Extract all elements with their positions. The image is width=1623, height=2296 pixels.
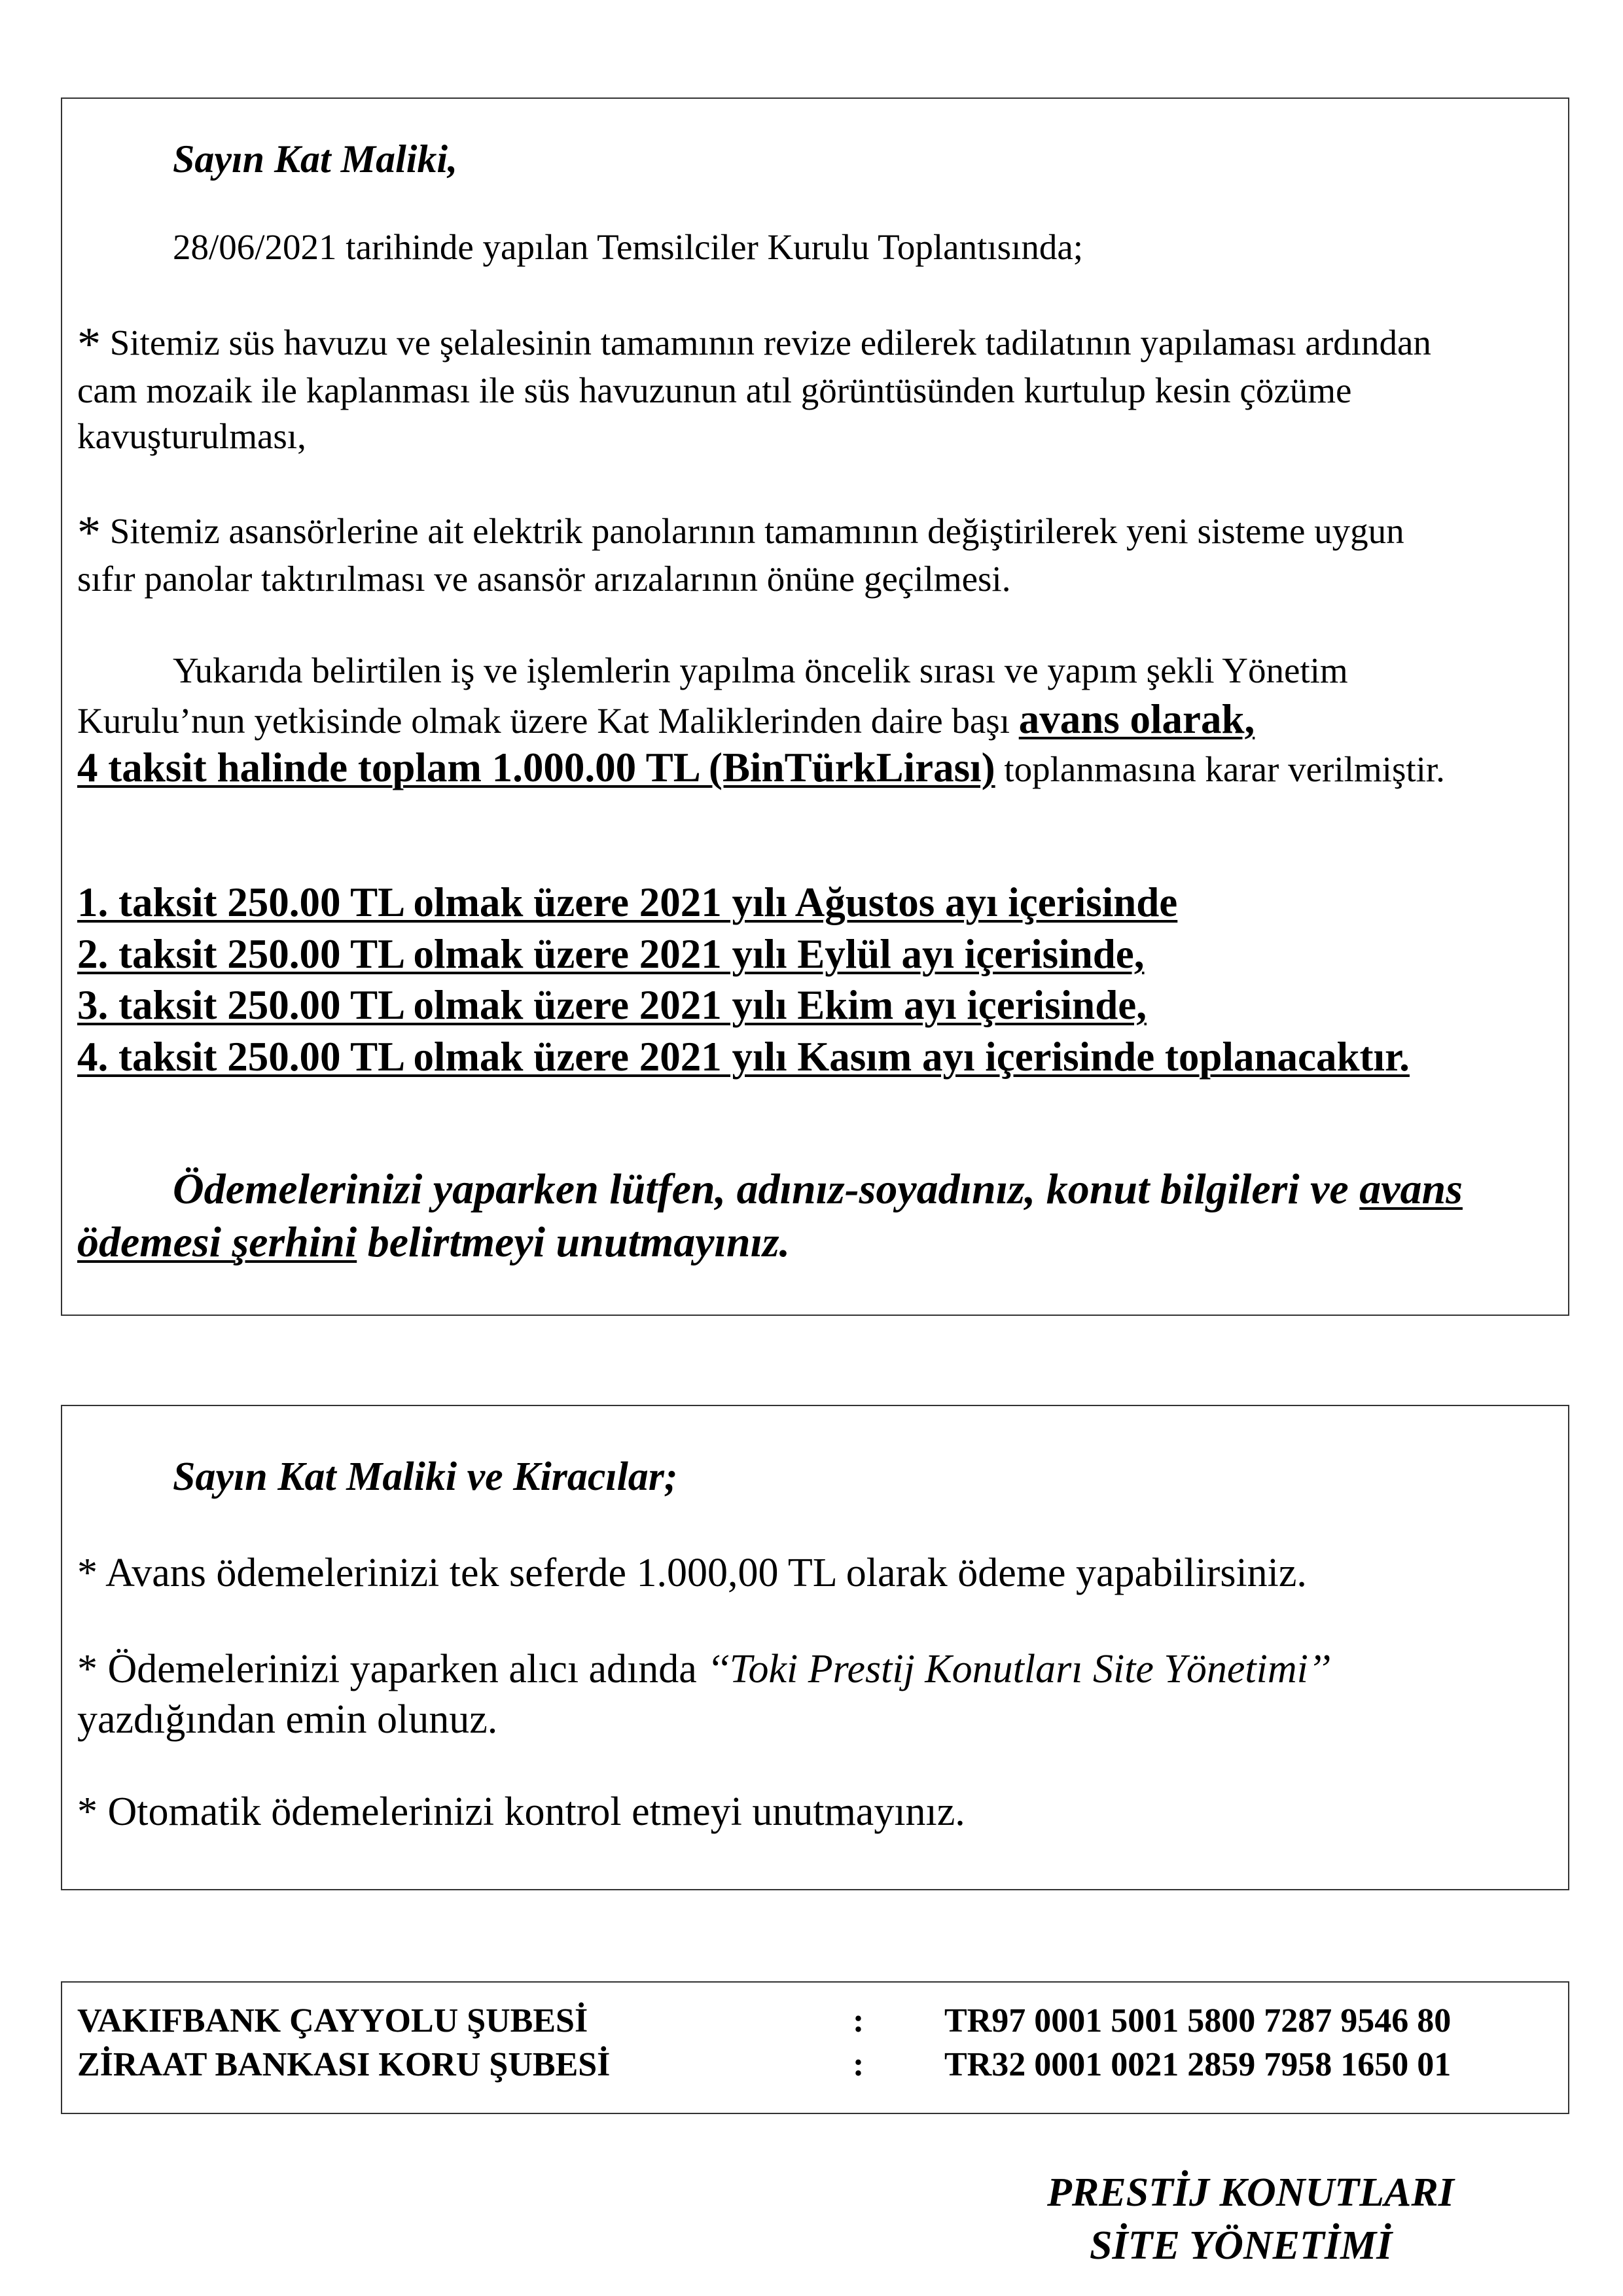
decision-line2 — [77, 696, 1255, 742]
bank-name-1: VAKIFBANK ÇAYYOLU ŞUBESİ — [77, 2002, 588, 2040]
bullet-marker: * — [77, 318, 101, 370]
payment-note-line1-text: Ödemelerinizi yaparken lütfen, adınız-soyadınız, konut bilgileri ve — [173, 1165, 1349, 1213]
item1-line1 — [77, 318, 1431, 370]
installment-3: 3. taksit 250.00 TL olmak üzere 2021 yılı Ekim ayı içerisinde, — [77, 982, 1147, 1028]
tenants-salutation: Sayın Kat Maliki ve Kiracılar; — [173, 1455, 678, 1499]
tenants-item2-line2: yazdığından emin olunuz. — [77, 1697, 498, 1742]
decision-line1: Yukarıda belirtilen iş ve işlemlerin yapılma öncelik sırası ve yapım şekli Yönetim — [173, 650, 1348, 690]
decision-line2-text: Kurulu’nun yetkisinde olmak üzere Kat Maliklerinden daire başı — [77, 701, 1010, 741]
tenants-item3: * Otomatik ödemelerinizi kontrol etmeyi unutmayınız. — [77, 1790, 965, 1834]
total-amount-emphasis: 4 taksit halinde toplam 1.000.00 TL (BinTürkLirası) — [77, 745, 995, 790]
bank-iban-2: TR32 0001 0021 2859 7958 1650 01 — [944, 2046, 1452, 2083]
decision-line3-text: toplanmasına karar verilmiştir. — [1004, 749, 1445, 789]
bank-name-2: ZİRAAT BANKASI KORU ŞUBESİ — [77, 2046, 611, 2083]
item1-line2: cam mozaik ile kaplanması ile süs havuzunun atıl görüntüsünden kurtulup kesin çözüme — [77, 370, 1352, 410]
tenants-item2 — [77, 1649, 1330, 1689]
installment-4: 4. taksit 250.00 TL olmak üzere 2021 yılı Kasım ayı içerisinde toplanacaktır. — [77, 1034, 1410, 1080]
bank-separator-1: : — [853, 2002, 865, 2040]
item2-line1-text: Sitemiz asansörlerine ait elektrik panolarının tamamının değiştirilerek yeni sisteme uygun — [109, 511, 1404, 551]
payment-note-emphasis-1: avans — [1359, 1165, 1463, 1213]
tenants-item2-text: * Ödemelerinizi yaparken alıcı adında — [77, 1647, 697, 1691]
notice-salutation: Sayın Kat Maliki, — [173, 137, 458, 181]
payment-note-emphasis-2: ödemesi şerhini — [77, 1218, 357, 1266]
signature-line1: PRESTİJ KONUTLARI — [1047, 2170, 1454, 2215]
recipient-name-quote: ‘‘Toki Prestij Konutları Site Yönetimi’’ — [707, 1647, 1331, 1691]
advance-emphasis: avans olarak, — [1018, 696, 1255, 742]
payment-note-line2-text: belirtmeyi unutmayınız. — [367, 1218, 791, 1266]
item2-line1 — [77, 506, 1404, 559]
payment-note-line2 — [77, 1218, 791, 1266]
bullet-marker: * — [77, 506, 101, 559]
installment-2: 2. taksit 250.00 TL olmak üzere 2021 yılı Eylül ayı içerisinde, — [77, 931, 1145, 977]
meeting-line: 28/06/2021 tarihinde yapılan Temsilciler Kurulu Toplantısında; — [173, 227, 1084, 267]
bank-separator-2: : — [853, 2046, 865, 2083]
item2-line2: sıfır panolar taktırılması ve asansör arızalarının önüne geçilmesi. — [77, 559, 1011, 599]
bank-iban-1: TR97 0001 5001 5800 7287 9546 80 — [944, 2002, 1452, 2040]
signature-line2: SİTE YÖNETİMİ — [1090, 2223, 1393, 2268]
payment-note-line1 — [173, 1165, 1463, 1213]
tenants-item1: * Avans ödemelerinizi tek seferde 1.000,00 TL olarak ödeme yapabilirsiniz. — [77, 1551, 1307, 1595]
decision-line3 — [77, 747, 1445, 788]
installment-1: 1. taksit 250.00 TL olmak üzere 2021 yılı Ağustos ayı içerisinde — [77, 879, 1178, 925]
item1-line3: kavuşturulması, — [77, 416, 306, 456]
item1-line1-text: Sitemiz süs havuzu ve şelalesinin tamamının revize edilerek tadilatının yapılaması ardından — [109, 323, 1431, 362]
